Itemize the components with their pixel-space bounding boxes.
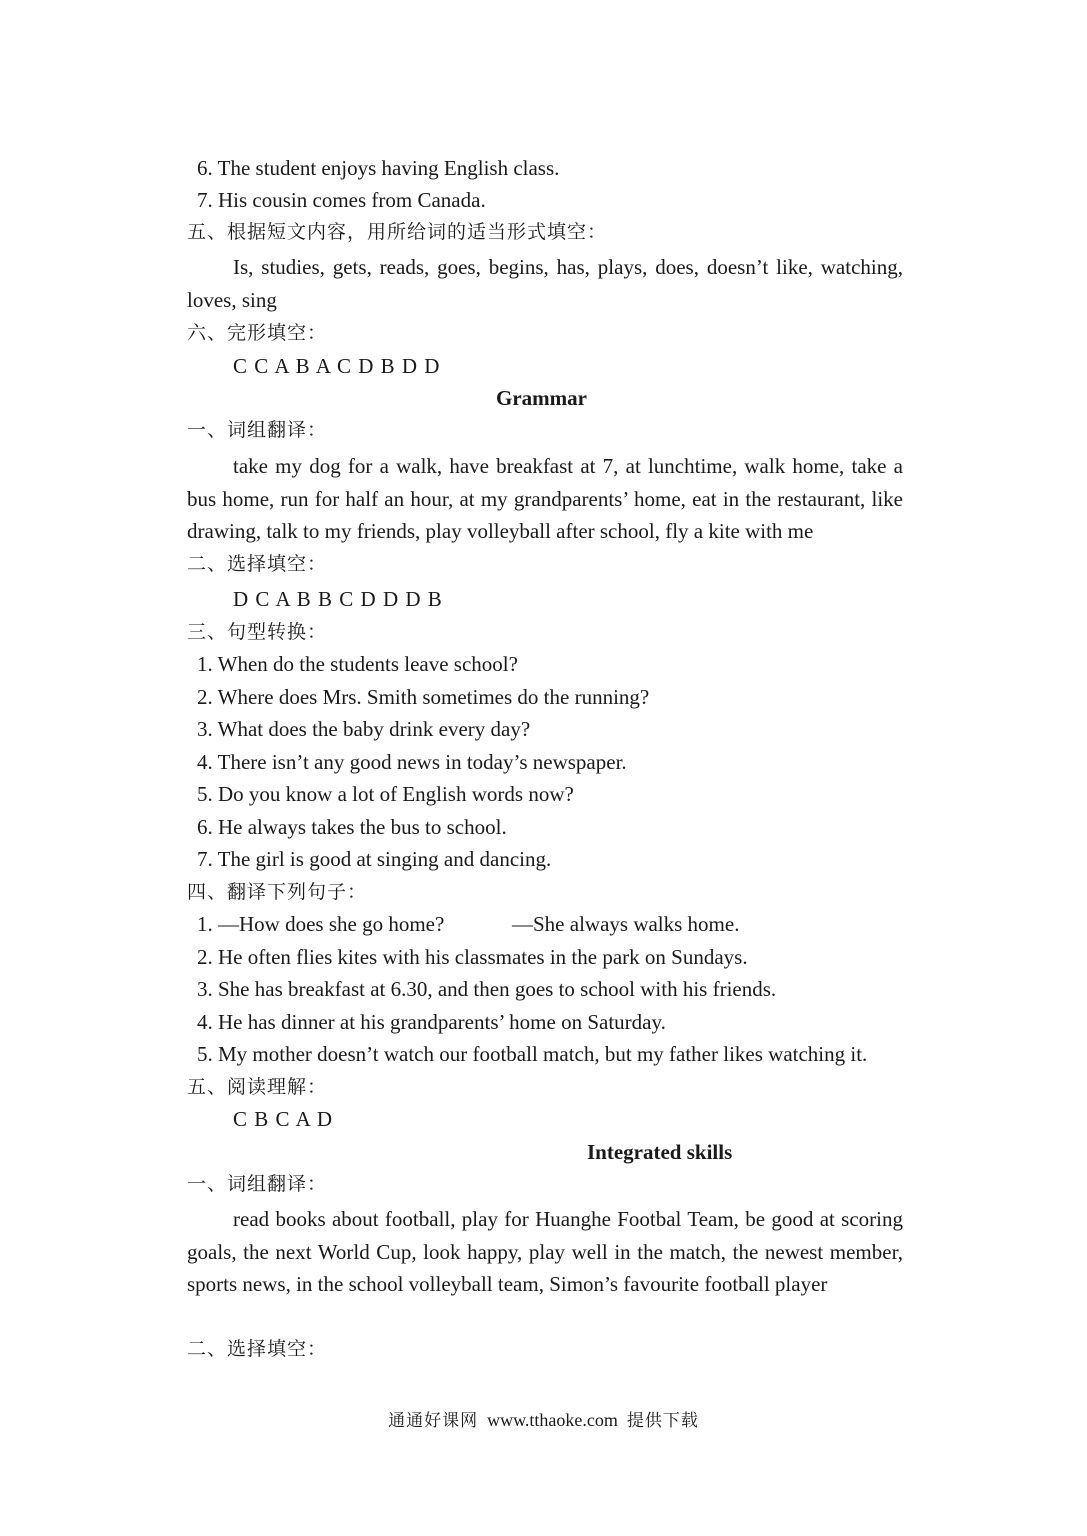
- grammar-s4-item: 4. He has dinner at his grandparents’ home on Saturday.: [197, 1010, 666, 1034]
- reading-item-7: 7. His cousin comes from Canada.: [197, 188, 486, 212]
- grammar-s4-item: 5. My mother doesn’t watch our football match, but my father likes watching it.: [197, 1042, 868, 1066]
- section-5-heading: 五、根据短文内容，用所给词的适当形式填空：: [187, 221, 608, 243]
- integrated-s1-answers: read books about football, play for Huanghe Footbal Team, be good at scoring goals, the next World Cup, look happy, play well in the match, the newest member, sports news, in the school volleyball team, Simon’s favourite football player: [187, 1207, 903, 1296]
- reading-item-6: 6. The student enjoys having English class.: [197, 156, 560, 180]
- footer-url[interactable]: www.tthaoke.com: [487, 1410, 618, 1430]
- grammar-s3-item: 1. When do the students leave school?: [197, 652, 518, 676]
- grammar-s3-item: 3. What does the baby drink every day?: [197, 717, 531, 741]
- grammar-s3-item: 2. Where does Mrs. Smith sometimes do the running?: [197, 685, 650, 709]
- grammar-s3-item: 5. Do you know a lot of English words now?: [197, 782, 574, 806]
- grammar-s3-heading: 三、句型转换：: [187, 621, 328, 643]
- footer-site-name: 通通好课网: [388, 1411, 479, 1431]
- grammar-s1-answers: take my dog for a walk, have breakfast at 7, at lunchtime, walk home, take a bus home, run for half an hour, at my grandparents’ home, eat in the restaurant, like drawing, talk to my friends, play volleyball after school, fly a kite with me: [187, 454, 903, 543]
- grammar-s3-item: 7. The girl is good at singing and dancing.: [197, 847, 552, 871]
- grammar-s4-item: 3. She has breakfast at 6.30, and then goes to school with his friends.: [197, 977, 777, 1001]
- grammar-title: Grammar: [496, 386, 587, 410]
- grammar-s4-item-1-question: 1. —How does she go home?: [197, 912, 445, 936]
- grammar-s5-heading: 五、阅读理解：: [187, 1076, 328, 1098]
- grammar-s3-item: 4. There isn’t any good news in today’s newspaper.: [197, 750, 627, 774]
- grammar-s2-answers: D C A B B C D D D B: [233, 587, 443, 611]
- grammar-s4-item: 2. He often flies kites with his classmates in the park on Sundays.: [197, 945, 748, 969]
- integrated-s1-heading: 一、词组翻译：: [187, 1173, 328, 1195]
- grammar-s2-heading: 二、选择填空：: [187, 553, 328, 575]
- grammar-s1-heading: 一、词组翻译：: [187, 419, 328, 441]
- section-5-answers: Is, studies, gets, reads, goes, begins, has, plays, does, doesn’t like, watching, loves, sing: [187, 255, 903, 312]
- grammar-s4-heading: 四、翻译下列句子：: [187, 881, 368, 903]
- integrated-s2-heading: 二、选择填空：: [187, 1338, 328, 1360]
- page-footer: [0, 1406, 1087, 1435]
- grammar-s5-answers: C B C A D: [233, 1107, 334, 1131]
- grammar-s3-item: 6. He always takes the bus to school.: [197, 815, 507, 839]
- footer-tagline: 提供下载: [626, 1411, 699, 1431]
- section-6-answers: C C A B A C D B D D: [233, 354, 441, 378]
- integrated-skills-title: Integrated skills: [587, 1140, 733, 1164]
- section-6-heading: 六、完形填空：: [187, 322, 328, 344]
- grammar-s4-item-1-answer: —She always walks home.: [512, 912, 740, 936]
